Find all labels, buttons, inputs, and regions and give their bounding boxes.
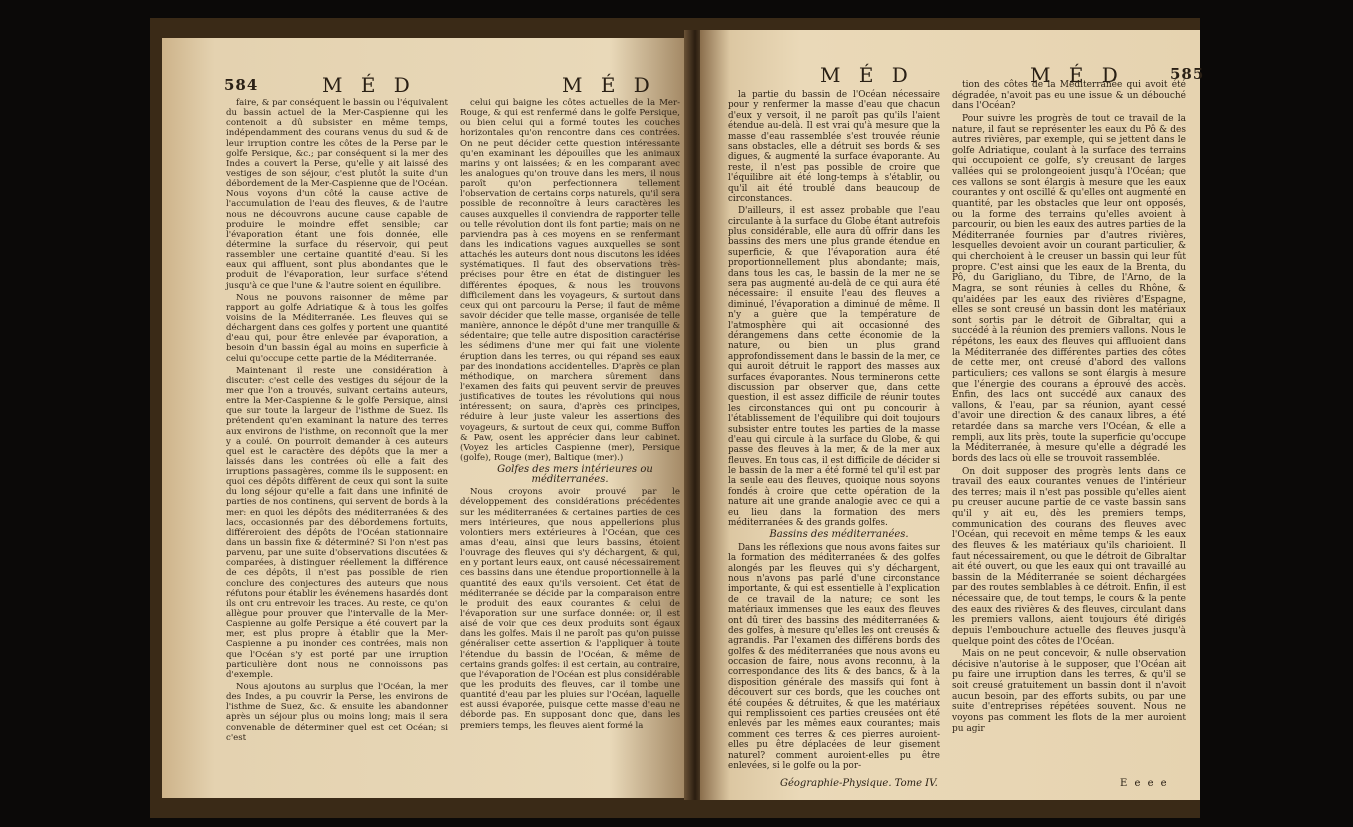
signature-mark: E e e e (1120, 778, 1169, 789)
right-header-left: M É D (820, 63, 914, 87)
left-column-1 (226, 98, 448, 745)
left-column-2 (460, 98, 680, 733)
right-column-2 (952, 80, 1186, 736)
left-header-left: M É D (322, 73, 416, 97)
section-heading: Golfes des mers intérieures ou méditerranées. (497, 464, 653, 486)
right-column-1 (728, 90, 940, 773)
left-header-right: M É D (562, 73, 656, 97)
paragraph: tion des côtes de la Méditerranée qui avoit été dégradée, n'avoit pas eu une issue & un débouché dans l'Océan? (952, 80, 1186, 112)
paragraph: Nous croyons avoir prouvé par le développement des considérations précédentes sur les méditerranées & certaines parties de ces mers intérieures, que nous appellerions plus volontiers mers extérieures à l'Océan, que ces amas d'eau, ainsi que leurs bassins, étoient l'ouvrage des fleuves qui s'y déchargent, & qui, en y portant leurs eaux, ont causé nécessairement ces bassins dans une étendue proportionnelle à la quantité des eaux qu'ils versoient. Cet état de méditerranée se décide par la comparaison entre le produit des eaux courantes & celui de l'évaporation sur une surface donnée: or, il est aisé de voir que ces deux produits sont égaux dans les golfes. Mais il ne paroît pas qu'on puisse généraliser cette assertion & l'appliquer à toute l'étendue du bassin de l'Océan, & même de certains grands golfes: il est certain, au contraire, que l'évaporation de l'Océan est plus considérable que les produits des fleuves, car il tombe une quantité d'eau par les pluies sur l'Océan, laquelle est aussi évaporée, puisque cette masse d'eau ne déborde pas. En supposant donc que, dans les premiers temps, les fleuves aient formé la (460, 487, 680, 731)
paragraph: Nous ajoutons au surplus que l'Océan, la mer des Indes, a pu couvrir la Perse, les environs de l'isthme de Suez, &c. & ensuite les abandonner après un séjour plus ou moins long; mais il sera convenable de déterminer quel est cet Océan; si c'est (226, 682, 448, 743)
paragraph: On doit supposer des progrès lents dans ce travail des eaux courantes venues de l'intérieur des terres; mais il n'est pas possible qu'elles aient pu creuser aucune partie de ce vaste bassin sans qu'il y ait eu, dès les premiers temps, communication des courans des fleuves avec l'Océan, qui recevoit en même temps & les eaux des fleuves & les matériaux qu'ils charioient. Il faut nécessairement, ou que le détroit de Gibraltar ait été ouvert, ou que les eaux qui ont travaillé au bassin de la Méditerranée se soient déchargées par des routes semblables à ce détroit. Enfin, il est nécessaire que, de tout temps, le cours & la pente des eaux des rivières & des fleuves, circulant dans les premiers vallons, aient toujours été dirigés depuis l'embouchure actuelle des fleuves jusqu'à quelque point des côtes de l'Océan. (952, 466, 1186, 647)
right-page (700, 30, 1205, 800)
paragraph: la partie du bassin de l'Océan nécessaire pour y renfermer la masse d'eau que chacun d'eux y versoit, il ne paroît pas qu'ils l'aient étendue au-delà. Il est vrai qu'à mesure que la masse d'eau rassemblée s'est trouvée réunie sans obstacles, elle a détruit ses bords & ses digues, & augmenté la surface évaporante. Au reste, il n'est pas possible de croire que l'équilibre ait été long-temps à s'établir, ou qu'il ait été troublé dans beaucoup de circonstances. (728, 90, 940, 204)
paragraph: D'ailleurs, il est assez probable que l'eau circulante à la surface du Globe étant autrefois plus considérable, elle aura dû offrir dans les bassins des mers une plus grande étendue en superficie, & que l'évaporation aura été proportionnellement plus abondante; mais, dans tous les cas, le bassin de la mer ne se sera pas augmenté au-delà de ce qui aura été nécessaire: il ensuite l'eau des fleuves a diminué, l'évaporation a diminué de même. Il n'y a guère que la température de l'atmosphère qui ait occasionné des dérangemens dans cette économie de la nature, ou bien un plus grand approfondissement dans le bassin de la mer, ce qui auroit détruit le rapport des masses aux surfaces évaporantes. Nous terminerons cette discussion par observer que, dans cette question, il est assez difficile de réunir toutes les circonstances qui ont pu concourir à l'établissement de l'équilibre qui doit toujours subsister entre toutes les parties de la masse d'eau qui circule à la surface du Globe, & qui passe des fleuves à la mer, & de la mer aux fleuves. En tous cas, il est difficile de décider si le bassin de la mer a été formé tel qu'il est par la seule eau des fleuves, quoique nous soyons fondés à croire que cette opération de la nature ait une grande analogie avec ce qui a eu lieu dans la formation des mers méditerranées & des grands golfes. (728, 206, 940, 529)
paragraph: Dans les réflexions que nous avons faites sur la formation des méditerranées & des golfes alongés par les fleuves qui s'y déchargent, nous n'avons pas parlé d'une circonstance importante, & qui est essentielle à l'explication de ce travail de la nature; ce sont les matériaux immenses que les eaux des fleuves ont dû tirer des bassins des méditerranées & des golfes, à mesure qu'elles les ont creusés & agrandis. Par l'examen des différens bords des golfes & des méditerranées que nous avons eu occasion de faire, nous avons reconnu, à la correspondance des lits & des bancs, & à la disposition générale des massifs qui font à découvert sur ces bords, que les couches ont été coupées & détruites, & que les matériaux qui remplissoient ces parties creusées ont été enlevés par les mêmes eaux courantes; mais comment ces terres & ces pierres auroient-elles pu être déplacées de leur gisement naturel? comment auroient-elles pu être enlevées, si le golfe ou la por- (728, 542, 940, 771)
paragraph: celui qui baigne les côtes actuelles de la Mer-Rouge, & qui est renfermé dans le golfe Persique, ou bien celui qui a formé toutes les couches horizontales qu'on rencontre dans ces contrées. On ne peut décider cette question intéressante qu'en examinant les dépouilles que les animaux marins y ont laissées; & en les comparant avec les analogues qu'on trouve dans les mers, il nous paroît qu'on perfectionnera tellement l'observation de certains corps naturels, qu'il sera possible de reconnoître à leurs caractères les causes auxquelles il conviendra de rapporter telle ou telle révolution dont ils font partie; mais on ne parviendra pas à ces moyens en se renfermant dans les indications vagues auxquelles se sont attachés les auteurs dont nous discutons les idées systématiques. Il faut des observations très-précises pour être en état de distinguer les différentes époques, & nous les trouvons difficilement dans les voyageurs, & surtout dans ceux qui ont parcouru la Perse; il faut de même savoir décider que telle masse, organisée de telle manière, annonce le dépôt d'une mer tranquille & sédentaire; que telle autre disposition caractérise les sédimens d'une mer qui fait une violente éruption dans les terres, ou qui répand ses eaux par des inondations accidentelles. D'après ce plan méthodique, on marchera sûrement dans l'examen des faits qui peuvent servir de preuves justificatives de toutes les révolutions qui nous intéressent; on saura, d'après ces principes, réduire à leur juste valeur les assertions des voyageurs, & surtout de ceux qui, comme Buffon & Paw, osent les apprécier dans leur cabinet. (Voyez les articles Caspienne (mer), Persique (golfe), Rouge (mer), Baltique (mer).) (460, 98, 680, 463)
right-page-number: 585 (1170, 65, 1205, 83)
page-footer: Géographie-Physique. Tome IV. (780, 778, 938, 789)
paragraph: Mais on ne peut concevoir, & nulle observation décisive n'autorise à le supposer, que l'Océan ait pu faire une irruption dans les terres, & qu'il se soit creusé gratuitement un bassin dont il n'avoit aucun besoin, par des efforts subits, ou par une suite d'entreprises répétées souvent. Nous ne voyons pas comment les flots de la mer auroient pu agir (952, 649, 1186, 734)
left-page (162, 38, 689, 798)
paragraph: Nous ne pouvons raisonner de même par rapport au golfe Adriatique & à tous les golfes voisins de la Méditerranée. Les fleuves qui se déchargent dans ces golfes y portent une quantité d'eau qui, pour être enlevée par évaporation, a besoin d'un bassin égal au moins en superficie à celui qu'occupe cette partie de la Méditerranée. (226, 292, 448, 364)
paragraph: Pour suivre les progrès de tout ce travail de la nature, il faut se représenter les eaux du Pô & des autres rivières, par exemple, qui se jettent dans le golfe Adriatique, coulant à la surface des terrains qui occupoient ce golfe, s'y creusant de larges vallées qui se prolongeoient jusqu'à l'Océan; que ces vallons se sont élargis à mesure que les eaux courantes y ont oscillé & qu'elles ont augmenté en quantité, par les obstacles que leur ont opposés, ou la forme des terrains qu'elles avoient à parcourir, ou bien les eaux des autres parties de la Méditerranée fournies par d'autres rivières, lesquelles devoient avoir un courant particulier, & qui cherchoient à le creuser un bassin qui leur fût propre. C'est ainsi que les eaux de la Brenta, du Pô, du Garigliano, du Tibre, de l'Arno, de la Magra, se sont réunies à celles du Rhône, & qu'aidées par les eaux des rivières d'Espagne, elles se sont creusé un bassin dont les matériaux sont sortis par le détroit de Gibraltar, qui a succédé à la réunion des premiers vallons. Nous le répétons, les eaux des fleuves qui affluoient dans la Méditerranée des différentes parties des côtes de cette mer, ont creusé d'abord des vallons particuliers; ces vallons se sont élargis à mesure que l'énergie des courans a éprouvé des accès. Enfin, des lacs ont succédé aux canaux des vallons, & l'eau, par sa réunion, ayant cessé d'avoir une direction & des canaux libres, a été retardée dans sa marche vers l'Océan, & elle a rempli, aux lits près, toute la superficie qu'occupe la Méditerranée, à mesure qu'elle a dégradé les bords des lacs où elle se trouvoit rassemblée. (952, 113, 1186, 464)
section-heading: Bassins des méditerranées. (769, 529, 909, 541)
paragraph: faire, & par conséquent le bassin ou l'équivalent du bassin actuel de la Mer-Caspienne qui les contenoit a dû subsister en même temps, indépendamment des courans venus du sud & de leur irruption contre les côtes de la Perse par le golfe Persique, &c.; par conséquent si la mer des Indes a couvert la Perse, qu'elle y ait laissé des vestiges de son séjour, c'est plutôt la suite d'un débordement de la Mer-Caspienne que de l'Océan. Nous voyons d'un côté la cause active de l'accumulation de l'eau des fleuves, & de l'autre nous ne découvrons aucune cause capable de produire le moindre effet sensible; car l'évaporation étant une fois donnée, elle détermine la surface du réservoir, qui peut rassembler une certaine quantité d'eau. Si les eaux qui affluent, sont plus abondantes que le produit de l'évaporation, leur surface s'étend jusqu'à ce que l'une & l'autre soient en équilibre. (226, 98, 448, 291)
paragraph: Maintenant il reste une considération à discuter: c'est celle des vestiges du séjour de la mer que l'on a trouvés, suivant certains auteurs, entre la Mer-Caspienne & le golfe Persique, ainsi que sur toute la largeur de l'isthme de Suez. Ils prétendent qu'en examinant la nature des terres aux environs de l'isthme, on reconnoît que la mer y a coulé. On pourroit demander à ces auteurs quel est le caractère des dépôts que la mer a laissés dans les contrées où elle a fait des irruptions passagères, comme ils le supposent: en quoi ces dépôts diffèrent de ceux qui sont la suite du long séjour qu'elle a fait dans une infinité de parties de nos continens, qui servent de bords à la mer: en quoi les dépôts des méditerranées & des lacs, occasionnés par des débordemens fortuits, différeroient des dépôts de l'Océan stationnaire dans un bassin fixe & déterminé? Si l'on n'est pas parvenu, par une suite d'observations discutées & comparées, à distinguer réellement la différence de ces dépôts, il n'est pas possible de rien conclure des conjectures des auteurs que nous réfutons pour établir les événemens hasardés dont ils ont cru entrevoir les traces. Au reste, ce qu'on allègue pour prouver que l'intervalle de la Mer-Caspienne au golfe Persique a été couvert par la mer, est plus propre à établir que la Mer-Caspienne a pu inonder ces contrées, mais non que l'Océan s'y est porté par une irruption particulière dont nous ne connoissons pas d'exemple. (226, 365, 448, 680)
left-page-number: 584 (224, 76, 259, 94)
right-header-right: M É D (1030, 63, 1124, 87)
